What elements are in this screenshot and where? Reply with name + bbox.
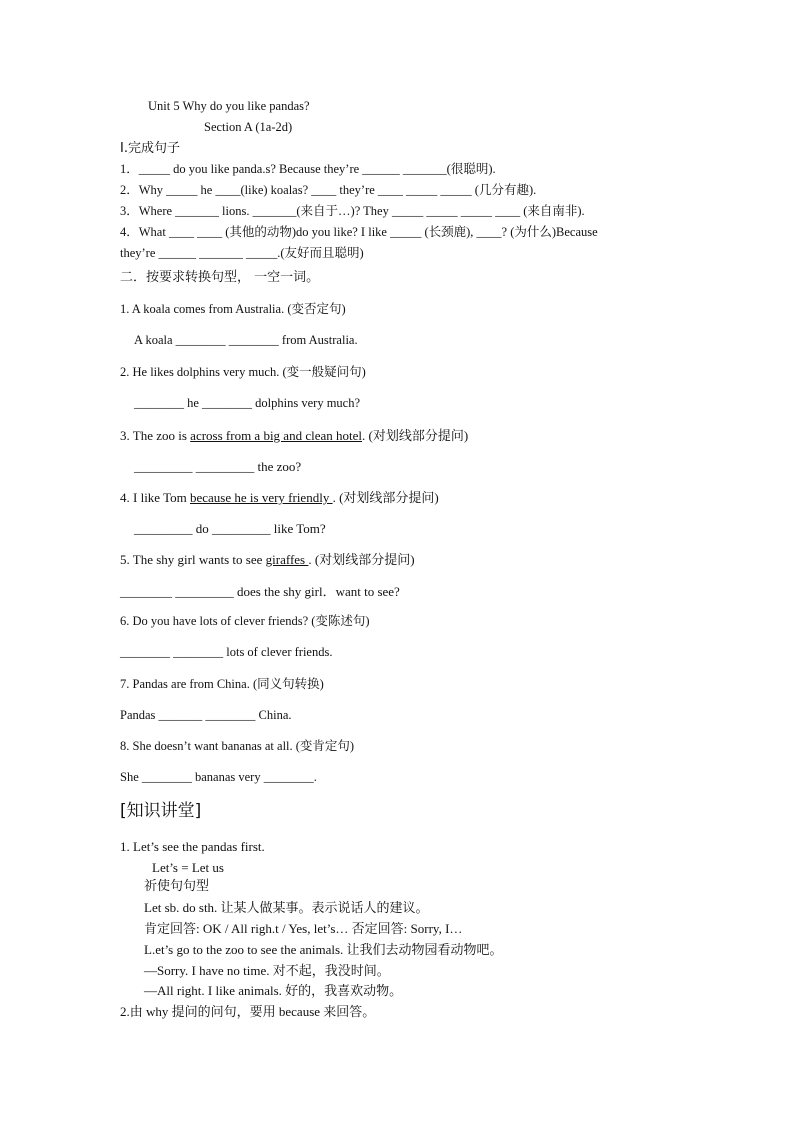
knowledge-line: 肯定回答: OK / All righ.t / Yes, let’s… 否定回答: Sorry, I… bbox=[144, 921, 463, 936]
knowledge-line: 祈使句句型 bbox=[144, 879, 210, 894]
underlined-phrase: giraffes bbox=[265, 552, 309, 567]
knowledge-line: Let’s = Let us bbox=[152, 860, 224, 875]
question-text: . (对划线部分提问) bbox=[332, 490, 439, 505]
part2-question: 7. Pandas are from China. (同义句转换) bbox=[120, 677, 324, 691]
part2-question: 1. A koala comes from Australia. (变否定句) bbox=[120, 302, 346, 316]
part1-item: 2．Why _____ he ____(like) koalas? ____ they’re ____ _____ _____ (几分有趣). bbox=[120, 183, 537, 197]
part2-question: 2. He likes dolphins very much. (变一般疑问句) bbox=[120, 365, 366, 379]
part2-answer: ________ _________ does the shy girl．want to see? bbox=[120, 584, 400, 599]
question-text: 5. The shy girl wants to see bbox=[120, 552, 266, 567]
part2-answer: A koala ________ ________ from Australia. bbox=[134, 333, 358, 347]
unit-title: Unit 5 Why do you like pandas? bbox=[148, 99, 310, 113]
part1-item: 3．Where _______ lions. _______(来自于…)? They _____ _____ _____ ____ (来自南非). bbox=[120, 204, 585, 218]
part1-item: 1．_____ do you like panda.s? Because they’re ______ _______(很聪明). bbox=[120, 162, 496, 176]
part2-answer: ________ ________ lots of clever friends. bbox=[120, 645, 333, 659]
knowledge-line: Let sb. do sth. 让某人做某事。表示说话人的建议。 bbox=[144, 900, 429, 915]
question-text: 4. I like Tom bbox=[120, 490, 190, 505]
part1-heading: I.完成句子 bbox=[120, 141, 180, 156]
question-text: . (对划线部分提问) bbox=[362, 428, 469, 443]
underlined-phrase: because he is very friendly bbox=[189, 490, 333, 505]
question-text: . (对划线部分提问) bbox=[308, 552, 415, 567]
part2-heading: 二．按要求转换句型， 一空一词。 bbox=[120, 270, 320, 285]
part2-question bbox=[120, 553, 415, 566]
part2-answer: _________ do _________ like Tom? bbox=[134, 521, 326, 536]
part2-question bbox=[120, 491, 439, 504]
part2-question: 6. Do you have lots of clever friends? (变陈述句) bbox=[120, 614, 370, 628]
knowledge-line: 1. Let’s see the pandas first. bbox=[120, 839, 265, 854]
part2-answer: _________ _________ the zoo? bbox=[134, 459, 302, 474]
knowledge-line: 2.由 why 提问的问句，要用 because 来回答。 bbox=[120, 1004, 376, 1019]
part1-item: they’re ______ _______ _____.(友好而且聪明) bbox=[120, 246, 364, 260]
knowledge-line: —All right. I like animals. 好的，我喜欢动物。 bbox=[144, 983, 403, 998]
underlined-phrase: across from a big and clean hotel bbox=[190, 428, 362, 443]
knowledge-heading: [知识讲堂] bbox=[120, 801, 202, 821]
knowledge-line: L.et’s go to the zoo to see the animals. 让我们去动物园看动物吧。 bbox=[144, 942, 503, 957]
part2-question: 8. She doesn’t want bananas at all. (变肯定句) bbox=[120, 739, 355, 753]
part1-item: 4．What ____ ____ (其他的动物)do you like? I like _____ (长颈鹿), ____? (为什么)Because bbox=[120, 225, 598, 239]
section-subtitle: Section A (1a-2d) bbox=[204, 120, 293, 134]
knowledge-line: —Sorry. I have no time. 对不起，我没时间。 bbox=[144, 963, 390, 978]
part2-question bbox=[120, 429, 468, 442]
part2-answer: Pandas _______ ________ China. bbox=[120, 708, 292, 722]
part2-answer: She ________ bananas very ________. bbox=[120, 770, 317, 784]
question-text: 3. The zoo is bbox=[120, 428, 191, 443]
part2-answer: ________ he ________ dolphins very much? bbox=[134, 396, 361, 410]
